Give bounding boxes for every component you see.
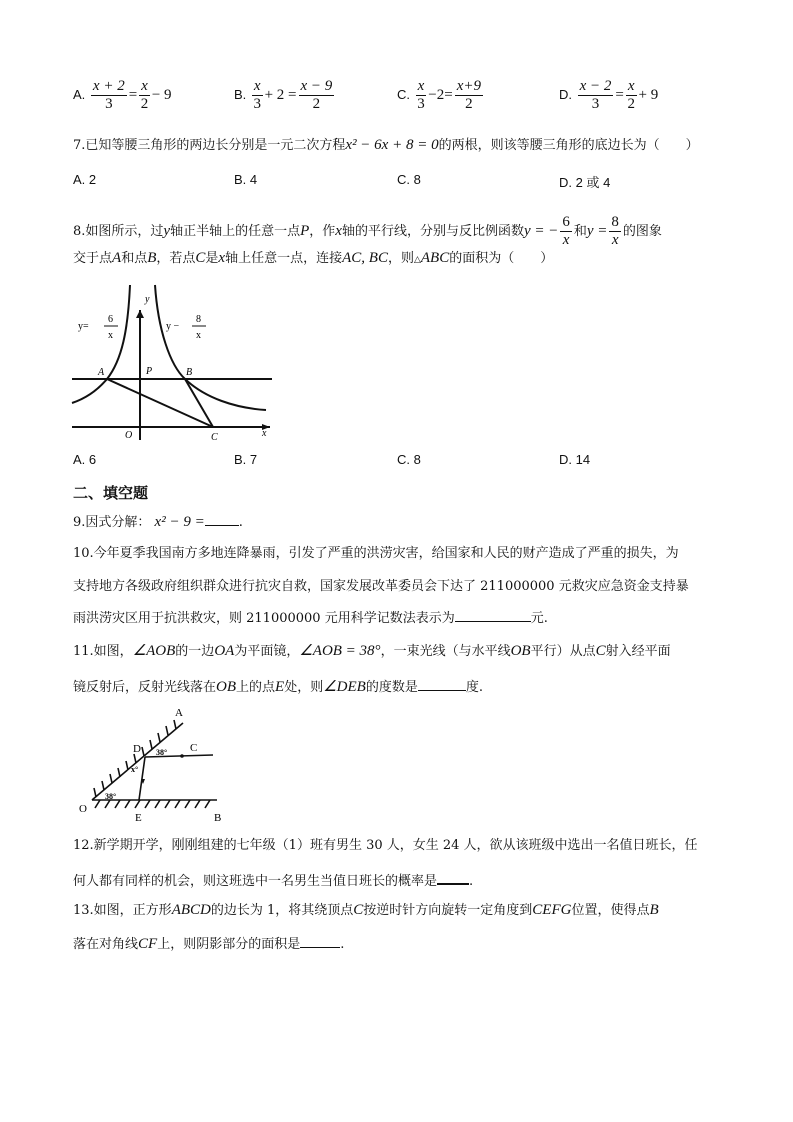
left-eq: y= — [78, 321, 89, 332]
hatch-oa — [94, 720, 176, 797]
svg-text:8: 8 — [196, 314, 201, 325]
question-9: 9.因式分解： x² − 9 = . — [73, 514, 243, 530]
question-10-line2: 支持地方各级政府组织群众进行抗灾自救，国家发展改革委员会下达了 211000000 元救灾应急资金支持暴 — [73, 579, 689, 594]
q7-option-b: B. 4 — [234, 172, 258, 187]
label-c: C — [190, 742, 198, 754]
ray-de — [139, 757, 145, 800]
question-11-line2: 镜反射后，反射光线落在OB上的点E处，则∠DEB的度数是 度. — [73, 679, 483, 695]
q6-option-c: C. $\frac{x}{3}$ −2= $\frac{x+9}{2}$ — [397, 78, 481, 112]
label-b: B — [186, 367, 193, 378]
q8-option-c: C. 8 — [397, 452, 421, 467]
q7-option-a: A. 2 — [73, 172, 97, 187]
label-a: A — [98, 367, 105, 378]
angle-o-label: 38° — [105, 792, 117, 801]
label-c: C — [211, 432, 218, 443]
svg-text:x: x — [108, 330, 113, 341]
question-10-line1: 10.今年夏季我国南方多地连降暴雨，引发了严重的洪涝灾害，给国家和人民的财产造成了严重的损失，为 — [73, 546, 679, 561]
angle-x-label: x° — [131, 765, 139, 774]
label-a: A — [175, 707, 183, 719]
answer-blank[interactable] — [437, 870, 469, 885]
label-y: y — [145, 294, 150, 305]
section-heading: 二、填空题 — [73, 484, 149, 502]
label-e: E — [135, 812, 142, 824]
mirror-oa — [92, 723, 183, 800]
answer-blank[interactable] — [300, 934, 340, 948]
angle-d-label: 38° — [156, 748, 168, 757]
q8-option-b: B. 7 — [234, 452, 258, 467]
question-10-line3: 雨洪涝灾区用于抗洪救灾，则 211000000 元用科学记数法表示为 元. — [73, 608, 548, 629]
q8-option-a: A. 6 — [73, 452, 97, 467]
q7-option-c: C. 8 — [397, 172, 421, 187]
question-11-line1: 11.如图，∠AOB的一边OA为平面镜，∠AOB = 38°，一束光线（与水平线OB平行）从点C射入经平面 — [73, 643, 671, 659]
question-7: 7.已知等腰三角形的两边长分别是一元二次方程x² − 6x + 8 = 0的两根，则该等腰三角形的底边长为（ ） — [73, 137, 699, 153]
svg-text:6: 6 — [108, 314, 113, 325]
q6-option-b: B. $\frac{x}{3}$ + 2 = $\frac{x - 9}{2}$ — [234, 78, 333, 112]
question-12-line2: 何人都有同样的机会，则这班选中一名男生当值日班长的概率是 . — [73, 870, 473, 892]
label-d: D — [133, 743, 141, 755]
label-o: O — [79, 803, 87, 815]
q7-option-d: D. 2 或 4 — [559, 175, 611, 190]
question-13-line2: 落在对角线CF上，则阴影部分的面积是 . — [73, 936, 345, 952]
question-12-line1: 12.新学期开学，刚刚组建的七年级（1）班有男生 30 人，女生 24 人，欲从该班级中选出一名值日班长，任 — [73, 838, 698, 853]
label-p: P — [146, 366, 153, 377]
question-8-line1: 8.如图所示，过y轴正半轴上的任意一点P，作x轴的平行线，分别与反比例函数y = − $\frac{6}{x}$ 和y = $\frac{8}{x}$ 的图象 — [73, 214, 662, 248]
q6-option-d: D. $\frac{x - 2}{3}$ = $\frac{x}{2}$ + 9 — [559, 78, 659, 112]
question-13-line1: 13.如图，正方形ABCD的边长为 1，将其绕顶点C按逆时针方向旋转一定角度到CEFG位置，使得点B — [73, 902, 659, 918]
label-o: O — [125, 430, 133, 441]
svg-text:x: x — [196, 330, 201, 341]
right-eq: y − — [166, 321, 180, 332]
q6-option-a: A. $\frac{x + 2}{3}$ = $\frac{x}{2}$ − 9 — [73, 78, 172, 112]
arrow-dot — [180, 754, 184, 758]
q8-option-d: D. 14 — [559, 452, 591, 467]
question-8-line2: 交于点A和点B，若点C是x轴上任意一点，连接AC, BC，则△ABC的面积为（ ） — [73, 250, 554, 266]
hatch-ob — [95, 800, 210, 808]
label-x: x — [262, 428, 267, 439]
label-b: B — [214, 812, 222, 824]
